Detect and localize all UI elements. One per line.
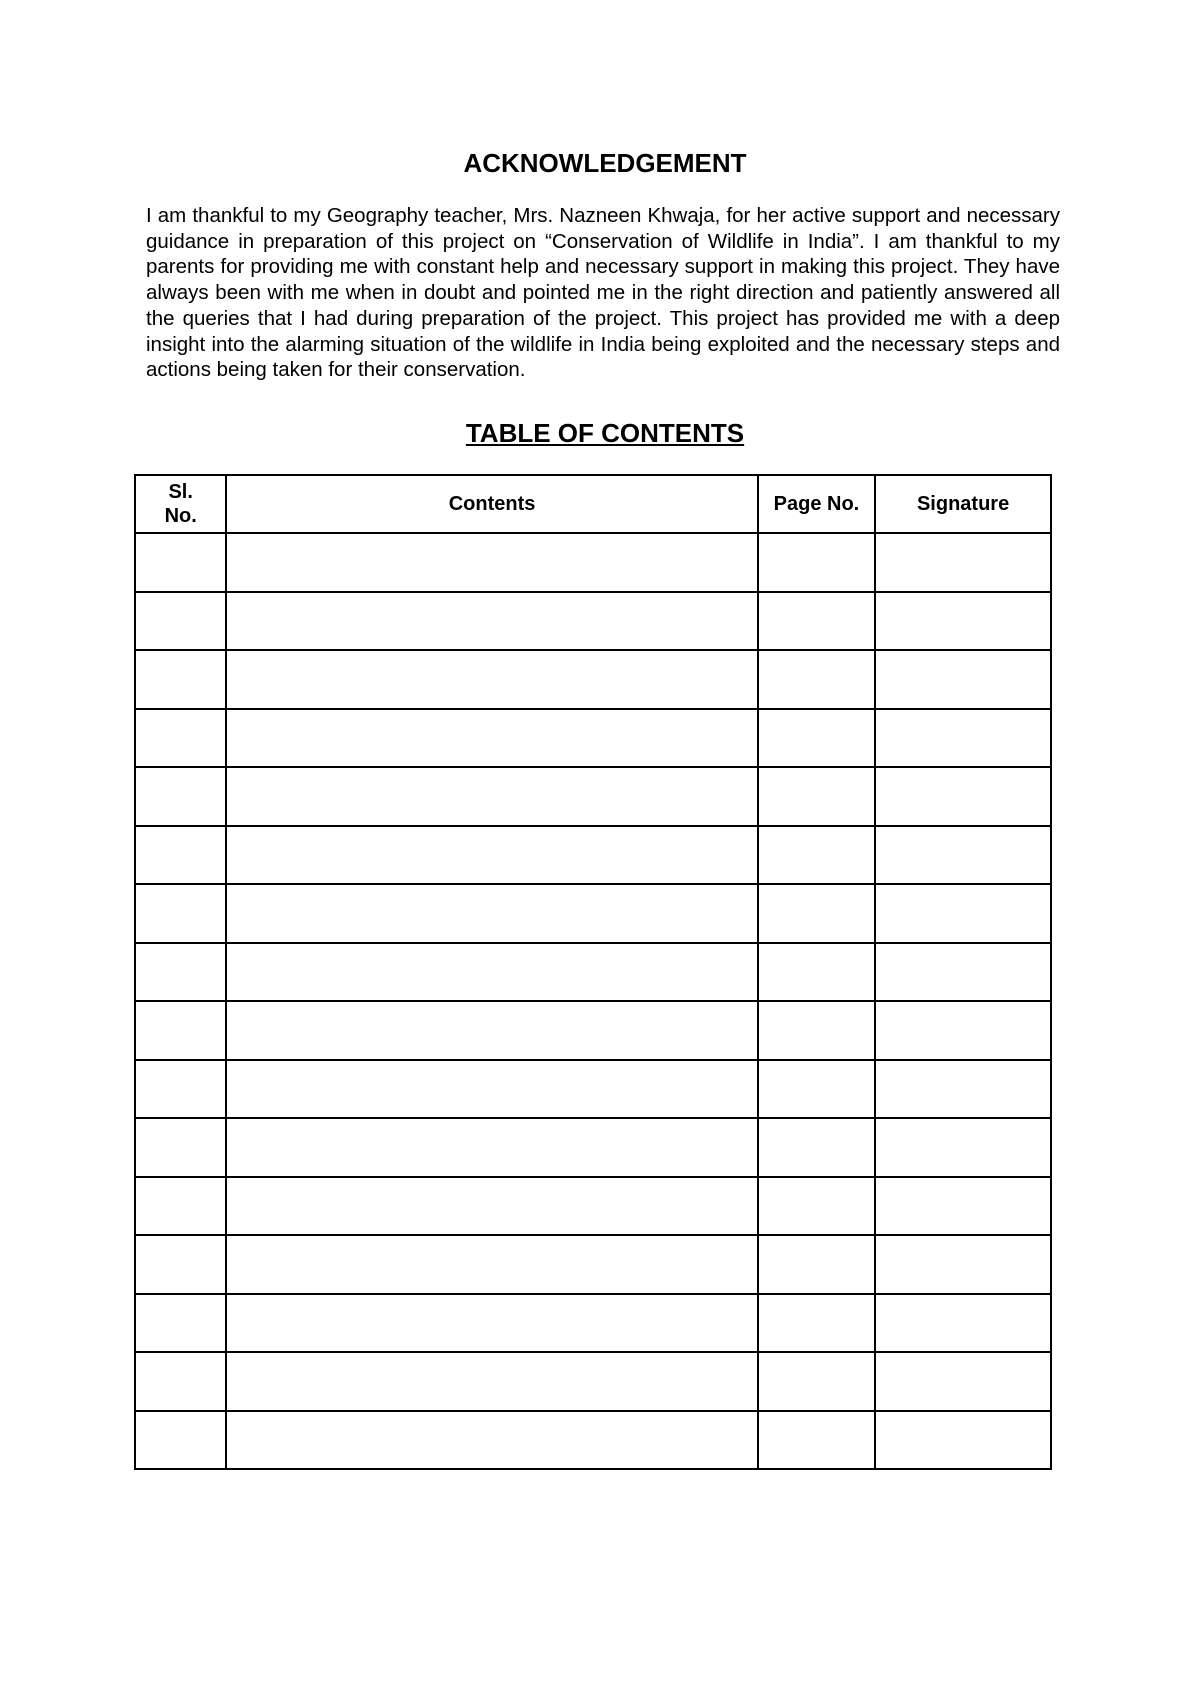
column-header-signature: Signature bbox=[875, 475, 1051, 533]
column-header-contents: Contents bbox=[226, 475, 757, 533]
table-cell-contents bbox=[226, 1118, 757, 1177]
table-header-row bbox=[135, 475, 1051, 533]
table-cell-sl bbox=[135, 884, 226, 943]
table-row bbox=[135, 1352, 1051, 1411]
table-cell-page-no bbox=[758, 650, 876, 709]
column-header-sl-no bbox=[135, 475, 226, 533]
table-cell-contents bbox=[226, 1294, 757, 1353]
table-cell-contents bbox=[226, 1060, 757, 1119]
table-cell-signature bbox=[875, 1177, 1051, 1236]
table-cell-sl bbox=[135, 1118, 226, 1177]
table-cell-signature bbox=[875, 1118, 1051, 1177]
table-row bbox=[135, 533, 1051, 592]
table-cell-signature bbox=[875, 767, 1051, 826]
table-cell-contents bbox=[226, 884, 757, 943]
table-cell-contents bbox=[226, 1235, 757, 1294]
table-cell-sl bbox=[135, 533, 226, 592]
table-row bbox=[135, 650, 1051, 709]
table-row bbox=[135, 767, 1051, 826]
table-row bbox=[135, 709, 1051, 768]
table-cell-sl bbox=[135, 592, 226, 651]
table-cell-contents bbox=[226, 826, 757, 885]
table-cell-page-no bbox=[758, 1352, 876, 1411]
table-cell-signature bbox=[875, 533, 1051, 592]
table-row bbox=[135, 826, 1051, 885]
table-of-contents bbox=[134, 474, 1052, 1470]
table-cell-signature bbox=[875, 826, 1051, 885]
table-body bbox=[135, 533, 1051, 1469]
table-cell-signature bbox=[875, 709, 1051, 768]
table-cell-signature bbox=[875, 1235, 1051, 1294]
table-cell-contents bbox=[226, 709, 757, 768]
table-cell-page-no bbox=[758, 826, 876, 885]
table-cell-page-no bbox=[758, 1001, 876, 1060]
table-row bbox=[135, 1235, 1051, 1294]
table-row bbox=[135, 592, 1051, 651]
table-cell-sl bbox=[135, 650, 226, 709]
table-cell-sl bbox=[135, 709, 226, 768]
table-cell-page-no bbox=[758, 943, 876, 1002]
table-cell-contents bbox=[226, 533, 757, 592]
table-cell-page-no bbox=[758, 767, 876, 826]
table-cell-contents bbox=[226, 1352, 757, 1411]
table-cell-page-no bbox=[758, 1177, 876, 1236]
table-cell-signature bbox=[875, 1294, 1051, 1353]
table-cell-signature bbox=[875, 1001, 1051, 1060]
table-row bbox=[135, 943, 1051, 1002]
table-cell-signature bbox=[875, 592, 1051, 651]
table-cell-page-no bbox=[758, 1060, 876, 1119]
table-cell-page-no bbox=[758, 1235, 876, 1294]
table-row bbox=[135, 1060, 1051, 1119]
column-header-sl-line2: No. bbox=[164, 505, 197, 527]
table-cell-sl bbox=[135, 1411, 226, 1470]
table-cell-page-no bbox=[758, 884, 876, 943]
table-cell-sl bbox=[135, 1060, 226, 1119]
table-cell-sl bbox=[135, 1001, 226, 1060]
table-cell-sl bbox=[135, 767, 226, 826]
column-header-sl-line1: Sl. bbox=[168, 481, 193, 503]
table-row bbox=[135, 1294, 1051, 1353]
table-row bbox=[135, 1001, 1051, 1060]
table-cell-page-no bbox=[758, 592, 876, 651]
table-cell-signature bbox=[875, 884, 1051, 943]
table-cell-sl bbox=[135, 943, 226, 1002]
table-cell-signature bbox=[875, 1060, 1051, 1119]
table-cell-page-no bbox=[758, 1411, 876, 1470]
table-cell-contents bbox=[226, 943, 757, 1002]
table-cell-sl bbox=[135, 826, 226, 885]
table-of-contents-title: TABLE OF CONTENTS bbox=[465, 418, 745, 448]
table-cell-signature bbox=[875, 1352, 1051, 1411]
table-cell-contents bbox=[226, 1001, 757, 1060]
table-cell-signature bbox=[875, 1411, 1051, 1470]
table-cell-contents bbox=[226, 650, 757, 709]
acknowledgement-title: ACKNOWLEDGEMENT bbox=[463, 148, 747, 178]
table-cell-contents bbox=[226, 1411, 757, 1470]
table-cell-page-no bbox=[758, 1294, 876, 1353]
table-cell-sl bbox=[135, 1352, 226, 1411]
table-cell-contents bbox=[226, 1177, 757, 1236]
table-cell-page-no bbox=[758, 709, 876, 768]
table-cell-page-no bbox=[758, 1118, 876, 1177]
table-cell-signature bbox=[875, 650, 1051, 709]
table-cell-sl bbox=[135, 1177, 226, 1236]
table-cell-contents bbox=[226, 592, 757, 651]
table-row bbox=[135, 1411, 1051, 1470]
table-row bbox=[135, 1118, 1051, 1177]
table-cell-page-no bbox=[758, 533, 876, 592]
acknowledgement-body: I am thankful to my Geography teacher, Mrs. Nazneen Khwaja, for her active support and necessary guidance in preparation of this project on “Conservation of Wildlife in India”. I am thankful to my parents for providing me with constant help and necessary support in making this project. They have always been with me when in doubt and pointed me in the right direction and patiently answered all the queries that I had during preparation of the project. This project has provided me with a deep insight into the alarming situation of the wildlife in India being exploited and the necessary steps and actions being taken for their conservation. bbox=[146, 204, 1060, 382]
table-cell-contents bbox=[226, 767, 757, 826]
column-header-page-no: Page No. bbox=[758, 475, 876, 533]
table-cell-sl bbox=[135, 1294, 226, 1353]
table-row bbox=[135, 1177, 1051, 1236]
table-row bbox=[135, 884, 1051, 943]
table-cell-sl bbox=[135, 1235, 226, 1294]
table-cell-signature bbox=[875, 943, 1051, 1002]
